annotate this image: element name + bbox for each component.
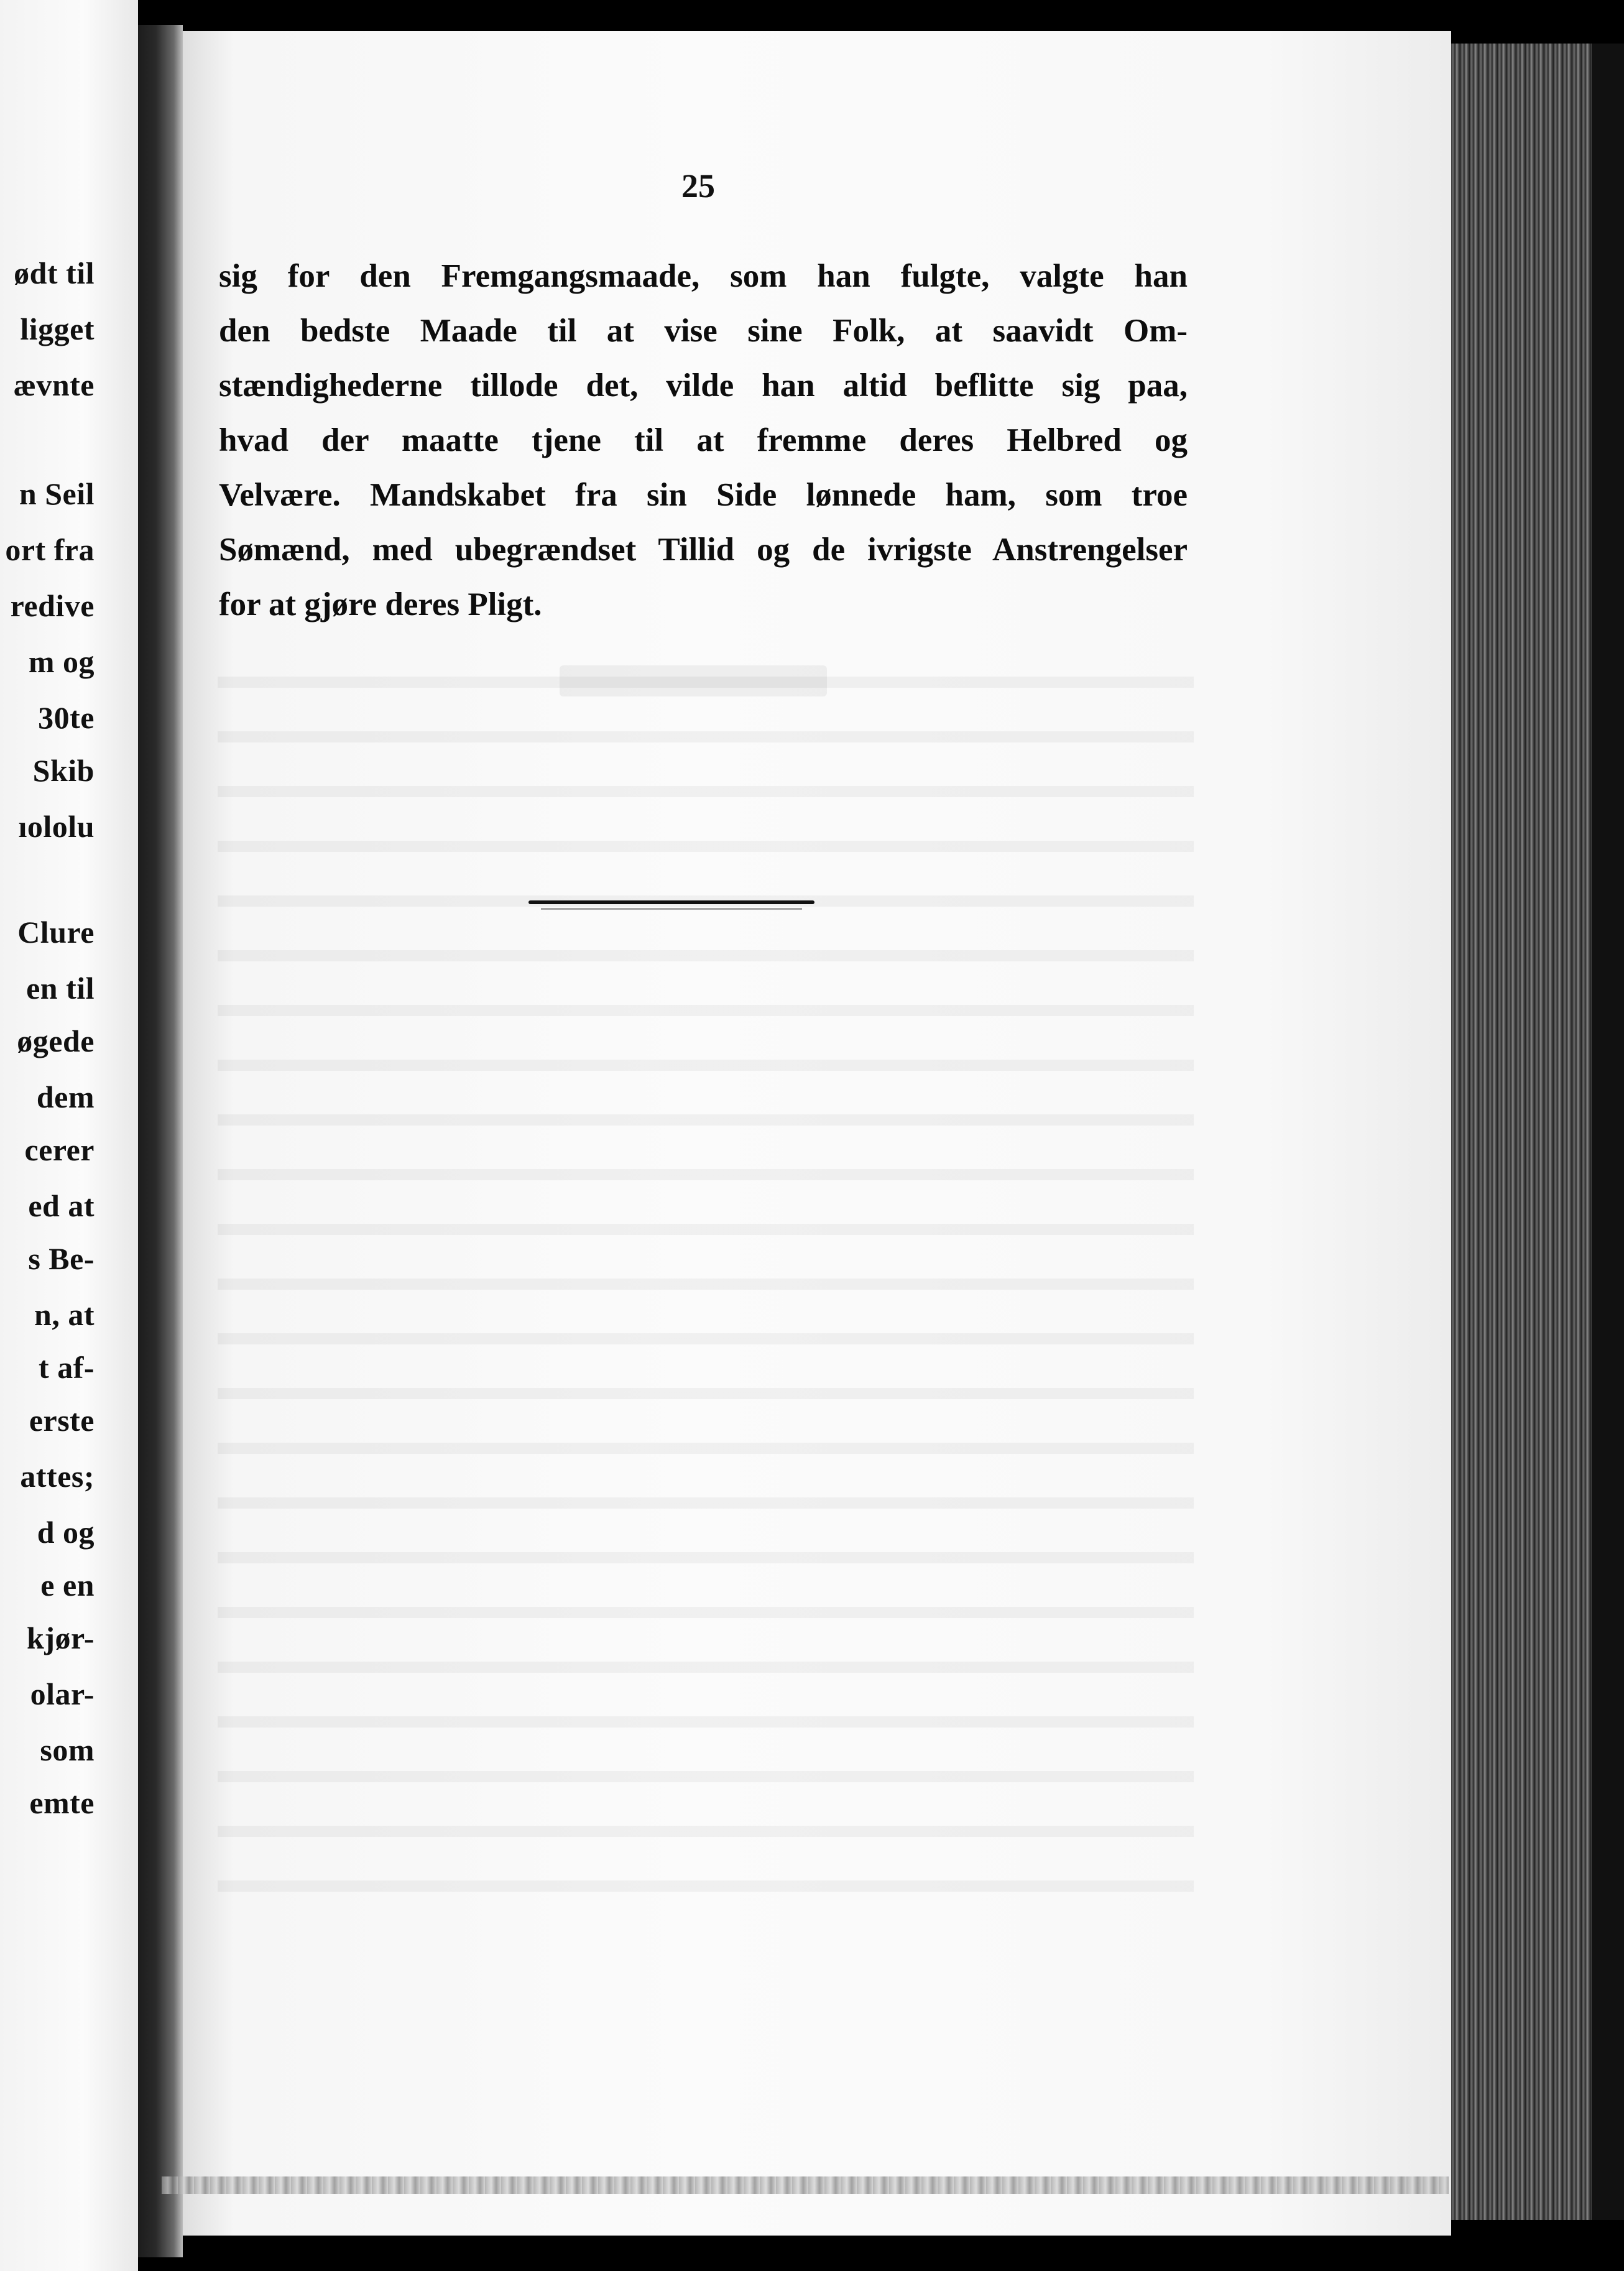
text-line: stændighederne tillode det, vilde han altid beflitte sig paa, xyxy=(219,368,1188,404)
text-line: Sømænd, med ubegrændset Tillid og de ivrigste Anstrengelser xyxy=(219,532,1188,568)
previous-page-line: Clure xyxy=(17,915,95,950)
text-line: hvad der maatte tjene til at fremme deres Helbred og xyxy=(219,422,1188,458)
bleed-through-heading xyxy=(560,665,827,696)
body-text xyxy=(219,249,1188,632)
previous-page-line: Skib xyxy=(32,753,95,788)
previous-page-line: t af- xyxy=(39,1350,95,1385)
text-line: sig for den Fremgangsmaade, som han fulgte, valgte han xyxy=(219,258,1188,294)
previous-page-line: d og xyxy=(37,1515,95,1550)
previous-page-line: n Seil xyxy=(19,476,95,511)
previous-page-line: e en xyxy=(40,1568,95,1603)
previous-page-line: dem xyxy=(36,1080,95,1114)
page-bottom-edge xyxy=(162,2176,1449,2194)
previous-page-line: s Be- xyxy=(28,1241,95,1276)
section-divider-shadow xyxy=(541,908,802,910)
previous-page-line: ødt til xyxy=(14,256,95,290)
previous-page-line: ed at xyxy=(28,1188,95,1223)
previous-page-line: emte xyxy=(29,1785,95,1820)
previous-page-line: ıololu xyxy=(18,809,95,844)
previous-page-line: cerer xyxy=(24,1132,95,1167)
previous-page-line: erste xyxy=(29,1403,95,1438)
previous-page-line: ligget xyxy=(20,312,95,346)
page-number: 25 xyxy=(681,167,715,205)
text-line: for at gjøre deres Pligt. xyxy=(219,586,542,622)
book-cover-edge xyxy=(1592,44,1624,2220)
text-line: Velvære. Mandskabet fra sin Side lønnede ham, som troe xyxy=(219,477,1188,513)
section-divider xyxy=(528,900,814,904)
previous-page-line: ort fra xyxy=(5,532,95,567)
previous-page xyxy=(0,0,138,2271)
previous-page-line: som xyxy=(40,1732,95,1767)
previous-page-line: 30te xyxy=(38,700,95,735)
previous-page-line: kjør- xyxy=(27,1621,95,1655)
previous-page-line: øgede xyxy=(17,1024,95,1058)
previous-page-line: attes; xyxy=(20,1459,95,1494)
previous-page-line: m og xyxy=(28,644,95,679)
bleed-through-text xyxy=(218,647,1194,1915)
previous-page-line: ævnte xyxy=(13,368,95,402)
previous-page-text xyxy=(0,0,138,2271)
previous-page-line: n, at xyxy=(34,1297,95,1332)
book-gutter xyxy=(138,25,183,2257)
previous-page-line: en til xyxy=(26,971,95,1006)
previous-page-line: redive xyxy=(10,588,95,623)
previous-page-line: olar- xyxy=(30,1677,95,1711)
text-line: den bedste Maade til at vise sine Folk, at saavidt Om- xyxy=(219,313,1188,349)
